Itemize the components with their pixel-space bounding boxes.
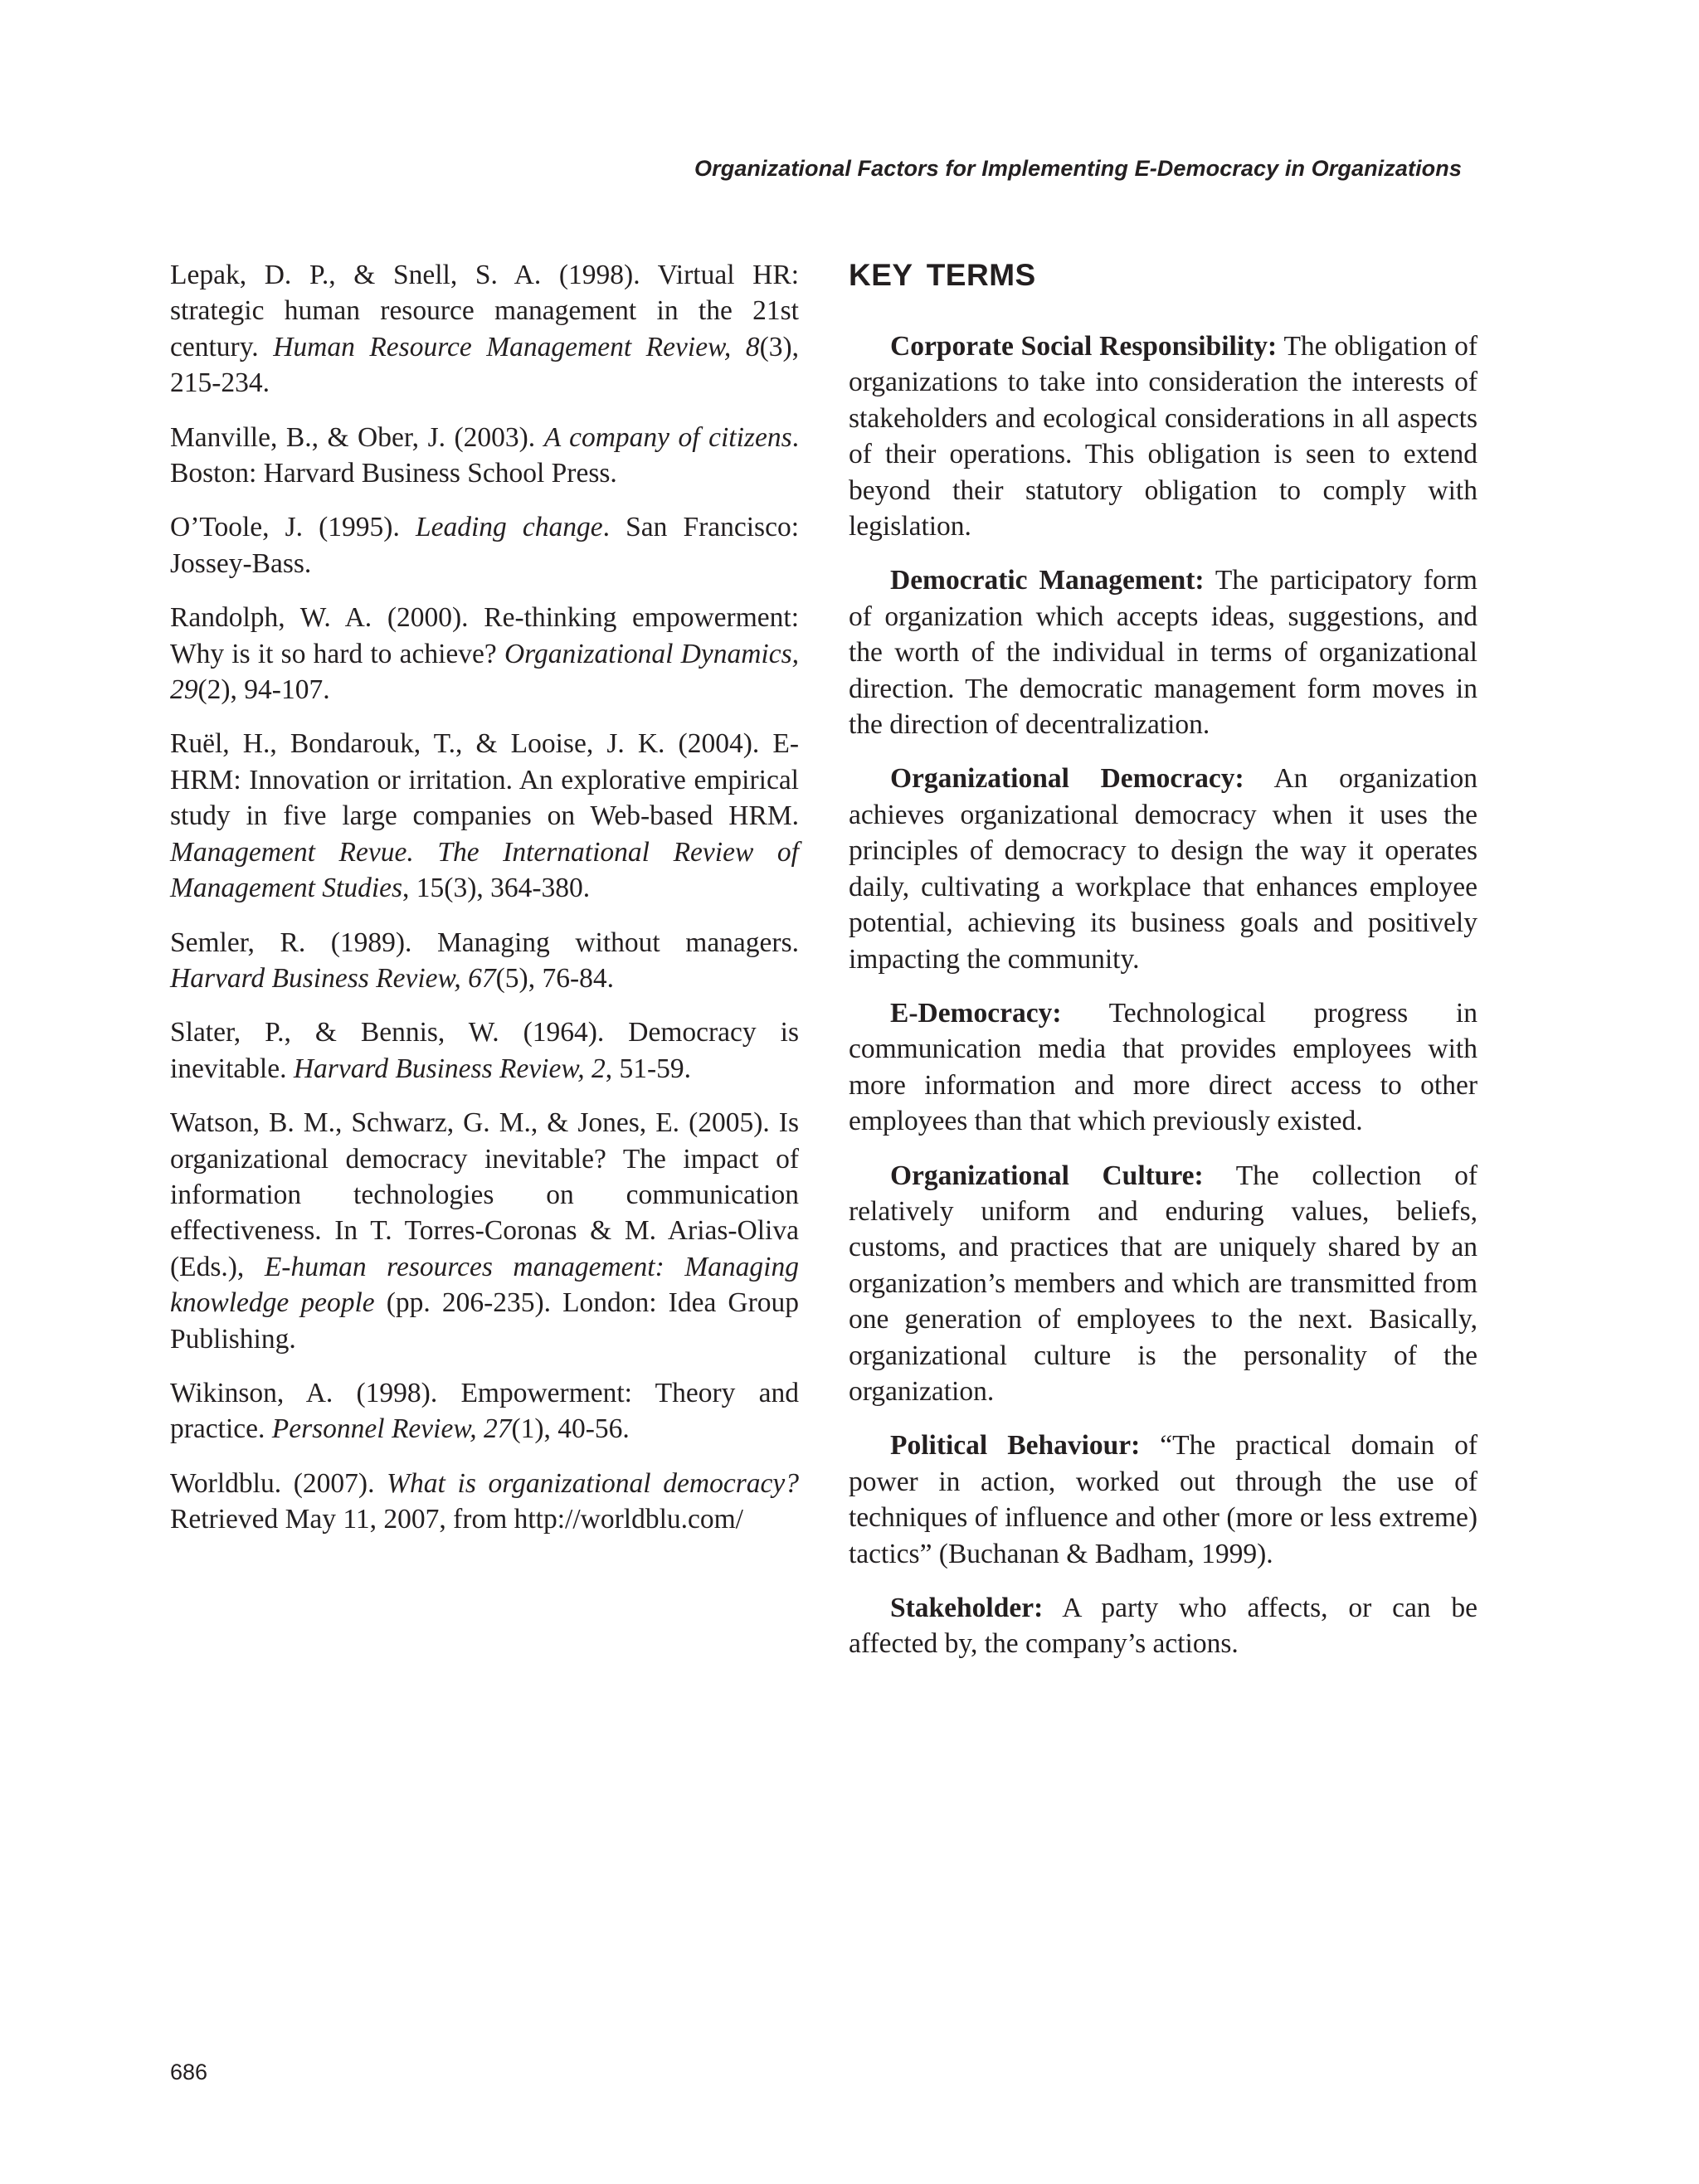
key-term-entry: Organizational Democracy: An organization achieves organizational democracy when it uses the principles of democracy to design the way it operates daily, cultivating a workplace that enhances employee potential, achieving its business goals and positively impacting the community.: [849, 763, 1477, 975]
page-number: 686: [170, 2060, 208, 2084]
reference-entry: Wikinson, A. (1998). Empowerment: Theory and practice. Personnel Review, 27(1), 40-56.: [170, 1377, 799, 1445]
reference-entry: Watson, B. M., Schwarz, G. M., & Jones, E. (2005). Is organizational democracy inevitable? The impact of information technologies on communication effectiveness. In T. Torres-Coronas & M. Arias-Oliva (Eds.), E-human resources management: Managing knowledge people (pp. 206-235). London: Idea Group Publishing.: [170, 1107, 799, 1355]
reference-entry: Slater, P., & Bennis, W. (1964). Democracy is inevitable. Harvard Business Review, 2, 51-59.: [170, 1017, 799, 1084]
key-term-entry: Political Behaviour: “The practical domain of power in action, worked out through the use of techniques of influence and other (more or less extreme) tactics” (Buchanan & Badham, 1999).: [849, 1430, 1477, 1569]
key-term-entry: Corporate Social Responsibility: The obligation of organizations to take into consideration the interests of stakeholders and ecological considerations in all aspects of their operations. This obligation is seen to extend beyond their statutory obligation to comply with legislation.: [849, 331, 1477, 542]
key-terms-column: [849, 257, 1477, 1681]
key-term-entry: Organizational Culture: The collection of relatively uniform and enduring values, beliefs, customs, and practices that are uniquely shared by an organization’s members and which are transmitted from one generation of employees to the next. Basically, organizational culture is the personality of the organization.: [849, 1160, 1477, 1407]
reference-entry: Randolph, W. A. (2000). Re-thinking empowerment: Why is it so hard to achieve? Organizational Dynamics, 29(2), 94-107.: [170, 602, 799, 706]
reference-entry: Manville, B., & Ober, J. (2003). A company of citizens. Boston: Harvard Business School Press.: [170, 421, 799, 489]
key-terms-heading: KEY TERMS: [849, 258, 1036, 292]
key-term-entry: Democratic Management: The participatory form of organization which accepts ideas, suggestions, and the worth of the individual in terms of organizational direction. The democratic management form moves in the direction of decentralization.: [849, 565, 1477, 741]
reference-entry: Worldblu. (2007). What is organizational democracy? Retrieved May 11, 2007, from http://worldblu.com/: [170, 1467, 799, 1535]
running-head: Organizational Factors for Implementing E-Democracy in Organizations: [694, 156, 1462, 181]
key-term-entry: Stakeholder: A party who affects, or can be affected by, the company’s actions.: [849, 1593, 1477, 1660]
reference-entry: Ruël, H., Bondarouk, T., & Looise, J. K. (2004). E-HRM: Innovation or irritation. An explorative empirical study in five large companies on Web-based HRM. Management Revue. The International Review of Management Studies, 15(3), 364-380.: [170, 728, 799, 904]
reference-entry: Lepak, D. P., & Snell, S. A. (1998). Virtual HR: strategic human resource management in the 21st century. Human Resource Management Review, 8(3), 215-234.: [170, 260, 800, 399]
key-term-entry: E-Democracy: Technological progress in communication media that provides employees with more information and more direct access to other employees than that which previously existed.: [849, 997, 1477, 1137]
reference-entry: Semler, R. (1989). Managing without managers. Harvard Business Review, 67(5), 76-84.: [170, 927, 799, 994]
reference-entry: O’Toole, J. (1995). Leading change. San Francisco: Jossey-Bass.: [170, 512, 799, 579]
references-column: [170, 257, 799, 1556]
